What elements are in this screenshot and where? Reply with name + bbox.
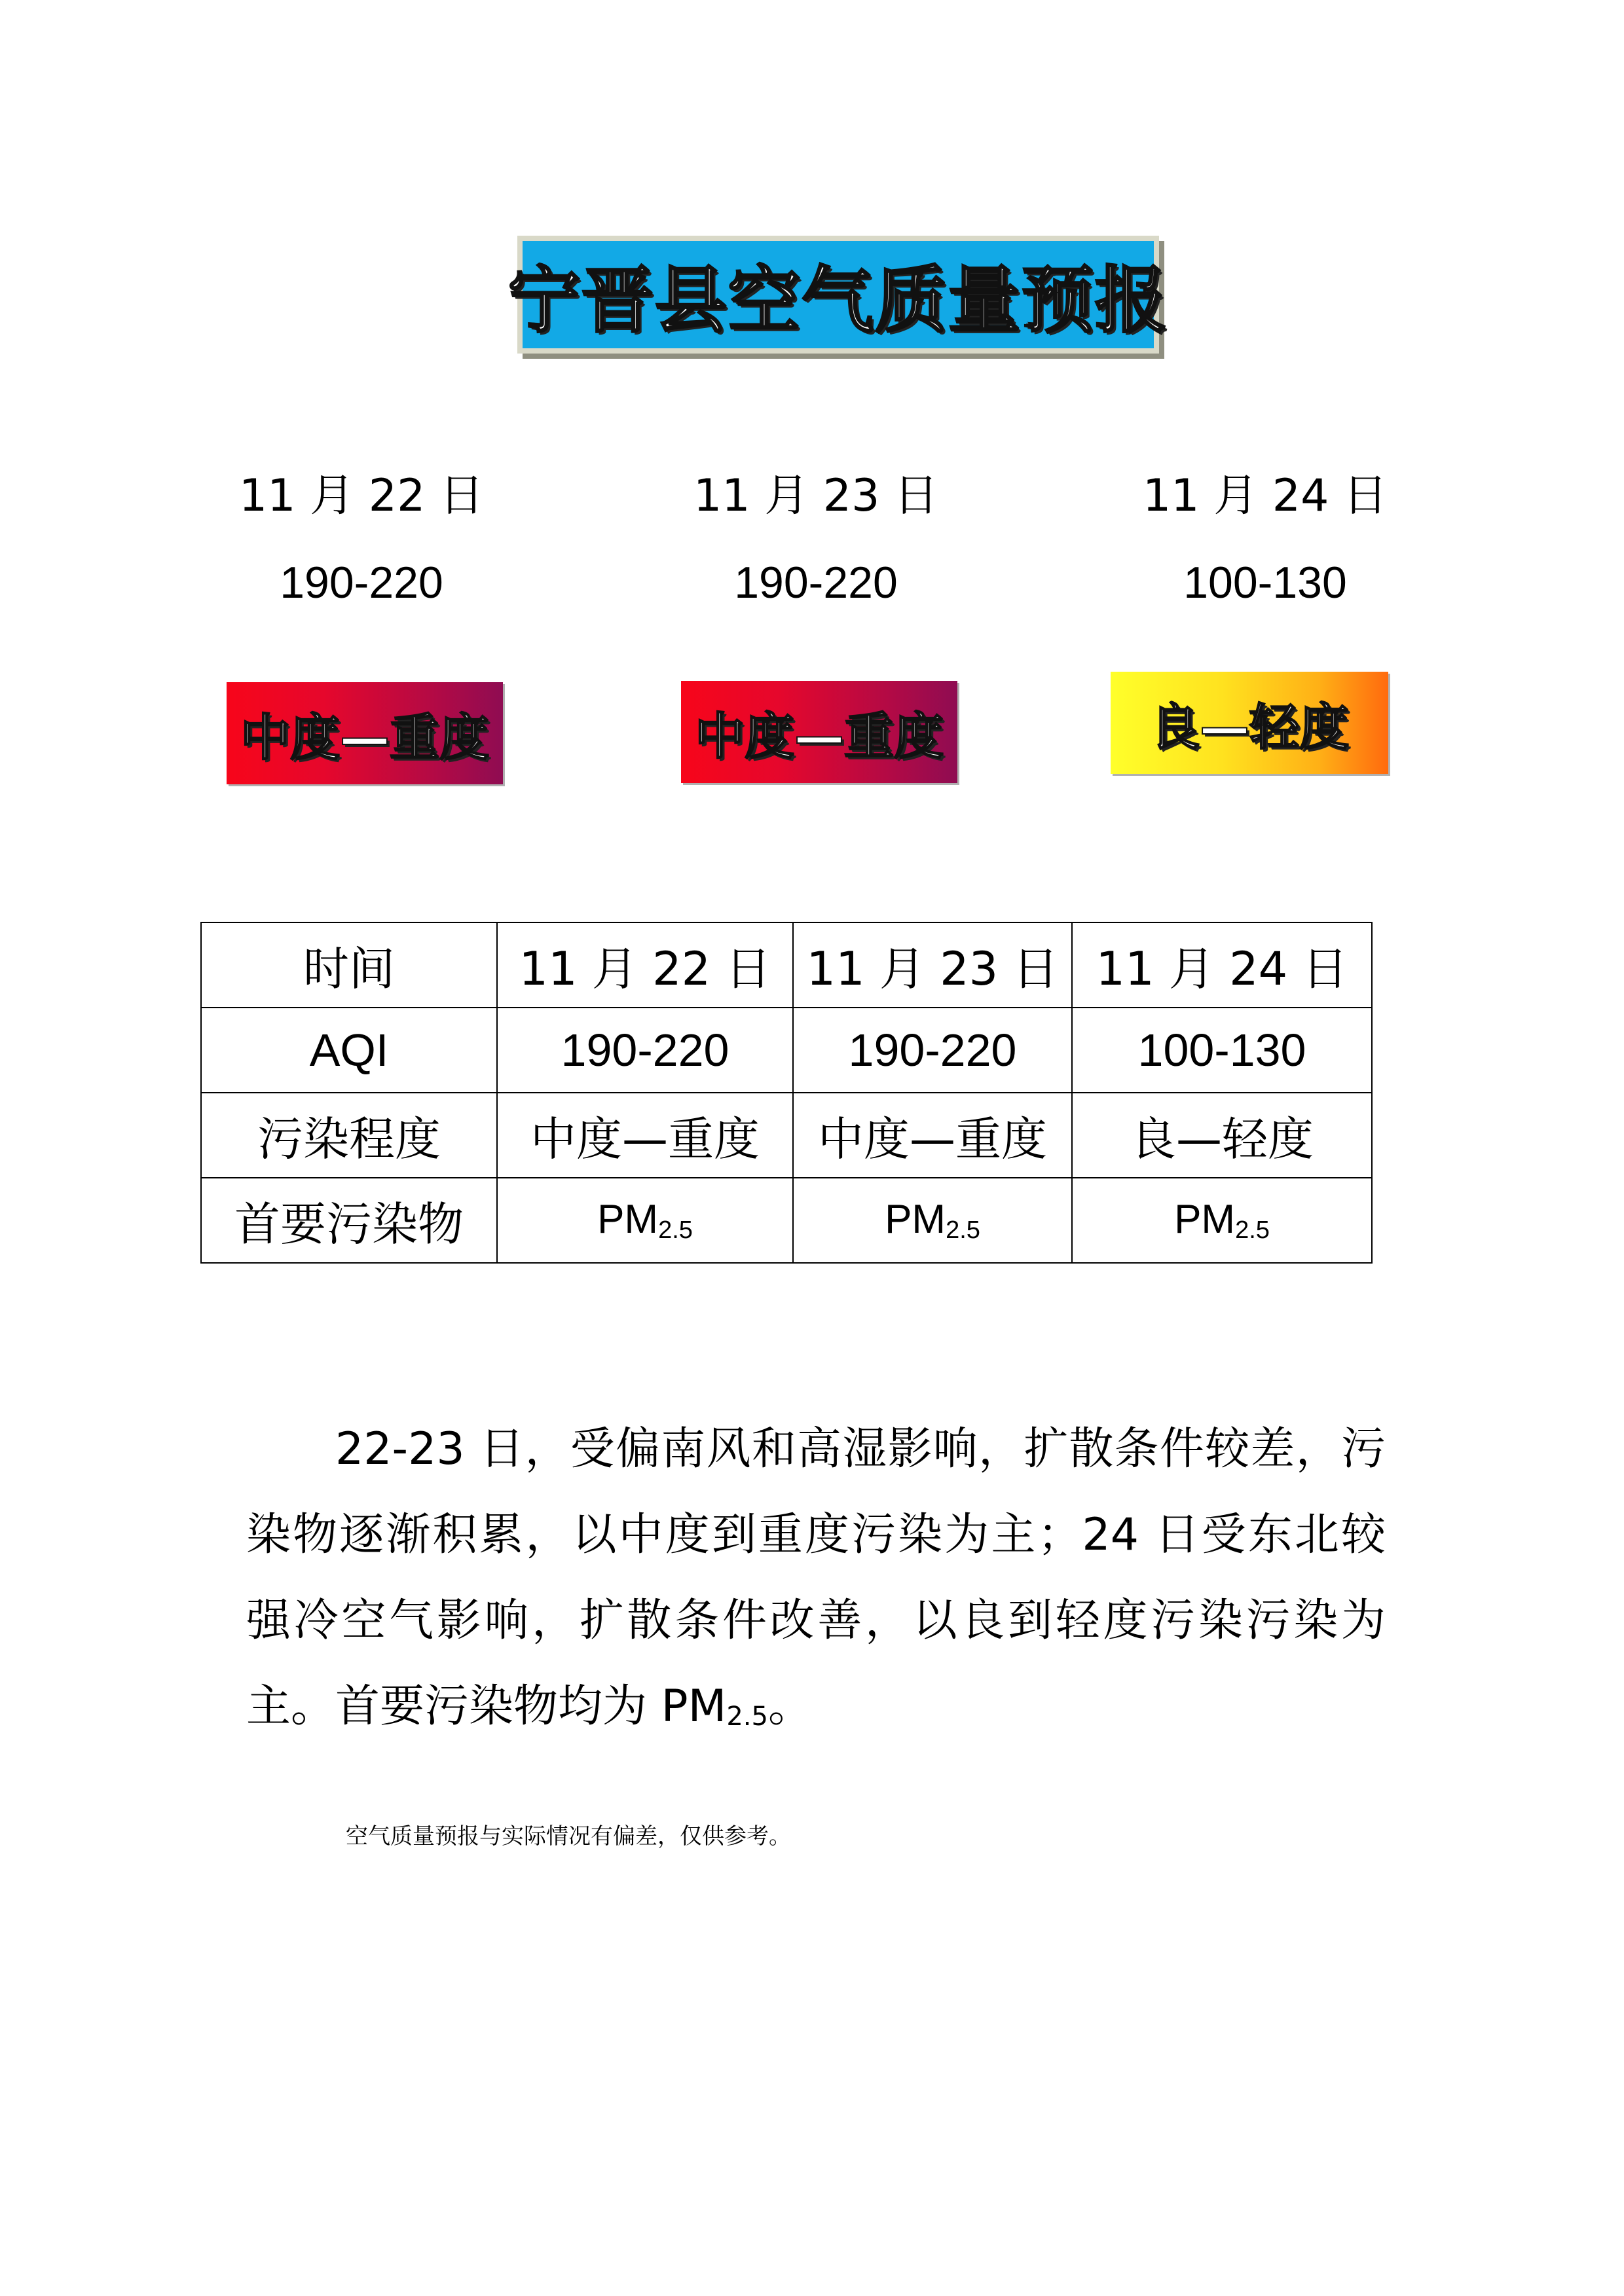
table-cell-pollutant (497, 1178, 793, 1263)
forecast-table (200, 922, 1373, 1264)
table-cell-aqi: 190-220 (497, 1008, 793, 1093)
table-row (201, 1178, 1372, 1263)
pollutant-subscript: 2.5 (1235, 1216, 1270, 1244)
forecast-aqi: 190-220 (734, 558, 898, 608)
table-cell-date: 11 月 23 日 (793, 922, 1072, 1008)
level-badge-day-2 (681, 681, 957, 783)
table-cell-aqi: 190-220 (793, 1008, 1072, 1093)
row-header-time: 时间 (201, 922, 497, 1008)
summary-pollutant-subscript: 2.5 (726, 1702, 768, 1732)
table-cell-pollutant (793, 1178, 1072, 1263)
pollutant-subscript: 2.5 (946, 1216, 980, 1244)
table-row (201, 1093, 1372, 1178)
forecast-aqi: 190-220 (280, 558, 443, 608)
level-label: 良—轻度 (1150, 697, 1349, 756)
page-title: 宁晋县空气质量预报 (508, 259, 1168, 342)
table-cell-aqi: 100-130 (1072, 1008, 1372, 1093)
table-cell-date: 11 月 24 日 (1072, 922, 1372, 1008)
table-row (201, 1008, 1372, 1093)
table-cell-level: 中度—重度 (793, 1093, 1072, 1178)
level-label: 中度—重度 (240, 708, 489, 767)
summary-end: 。 (767, 1681, 813, 1732)
table-cell-level: 良—轻度 (1072, 1093, 1372, 1178)
forecast-day-1 (165, 470, 558, 609)
summary-pollutant: PM (661, 1681, 727, 1732)
level-label: 中度—重度 (695, 706, 944, 765)
row-header-primary-pollutant: 首要污染物 (201, 1178, 497, 1263)
table-cell-pollutant (1072, 1178, 1372, 1263)
pollutant-name: PM (597, 1197, 659, 1242)
table-cell-level: 中度—重度 (497, 1093, 793, 1178)
table-cell-date: 11 月 22 日 (497, 922, 793, 1008)
forecast-aqi: 100-130 (1183, 558, 1347, 608)
pollutant-name: PM (885, 1197, 946, 1242)
pollutant-name: PM (1174, 1197, 1236, 1242)
summary-text: 22-23 日，受偏南风和高湿影响，扩散条件较差，污染物逐渐积累，以中度到重度污染为主；24 日受东北较强冷空气影响，扩散条件改善，以良到轻度污染污染为主。首要污染物均为 (246, 1423, 1386, 1732)
forecast-summary (246, 1406, 1386, 1760)
row-header-pollution-level: 污染程度 (201, 1093, 497, 1178)
forecast-date: 11 月 24 日 (1143, 470, 1388, 522)
forecast-day-3 (1069, 470, 1462, 609)
title-banner (508, 236, 1168, 354)
row-header-aqi: AQI (201, 1008, 497, 1093)
table-row (201, 922, 1372, 1008)
disclaimer: 空气质量预报与实际情况有偏差，仅供参考。 (346, 1823, 791, 1850)
forecast-date: 11 月 22 日 (239, 470, 484, 522)
title-box (508, 241, 1168, 348)
pollutant-subscript: 2.5 (658, 1216, 693, 1244)
level-badge-day-3 (1111, 672, 1388, 774)
level-badge-day-1 (227, 682, 503, 784)
forecast-day-2 (619, 470, 1012, 609)
forecast-date: 11 月 23 日 (693, 470, 938, 522)
